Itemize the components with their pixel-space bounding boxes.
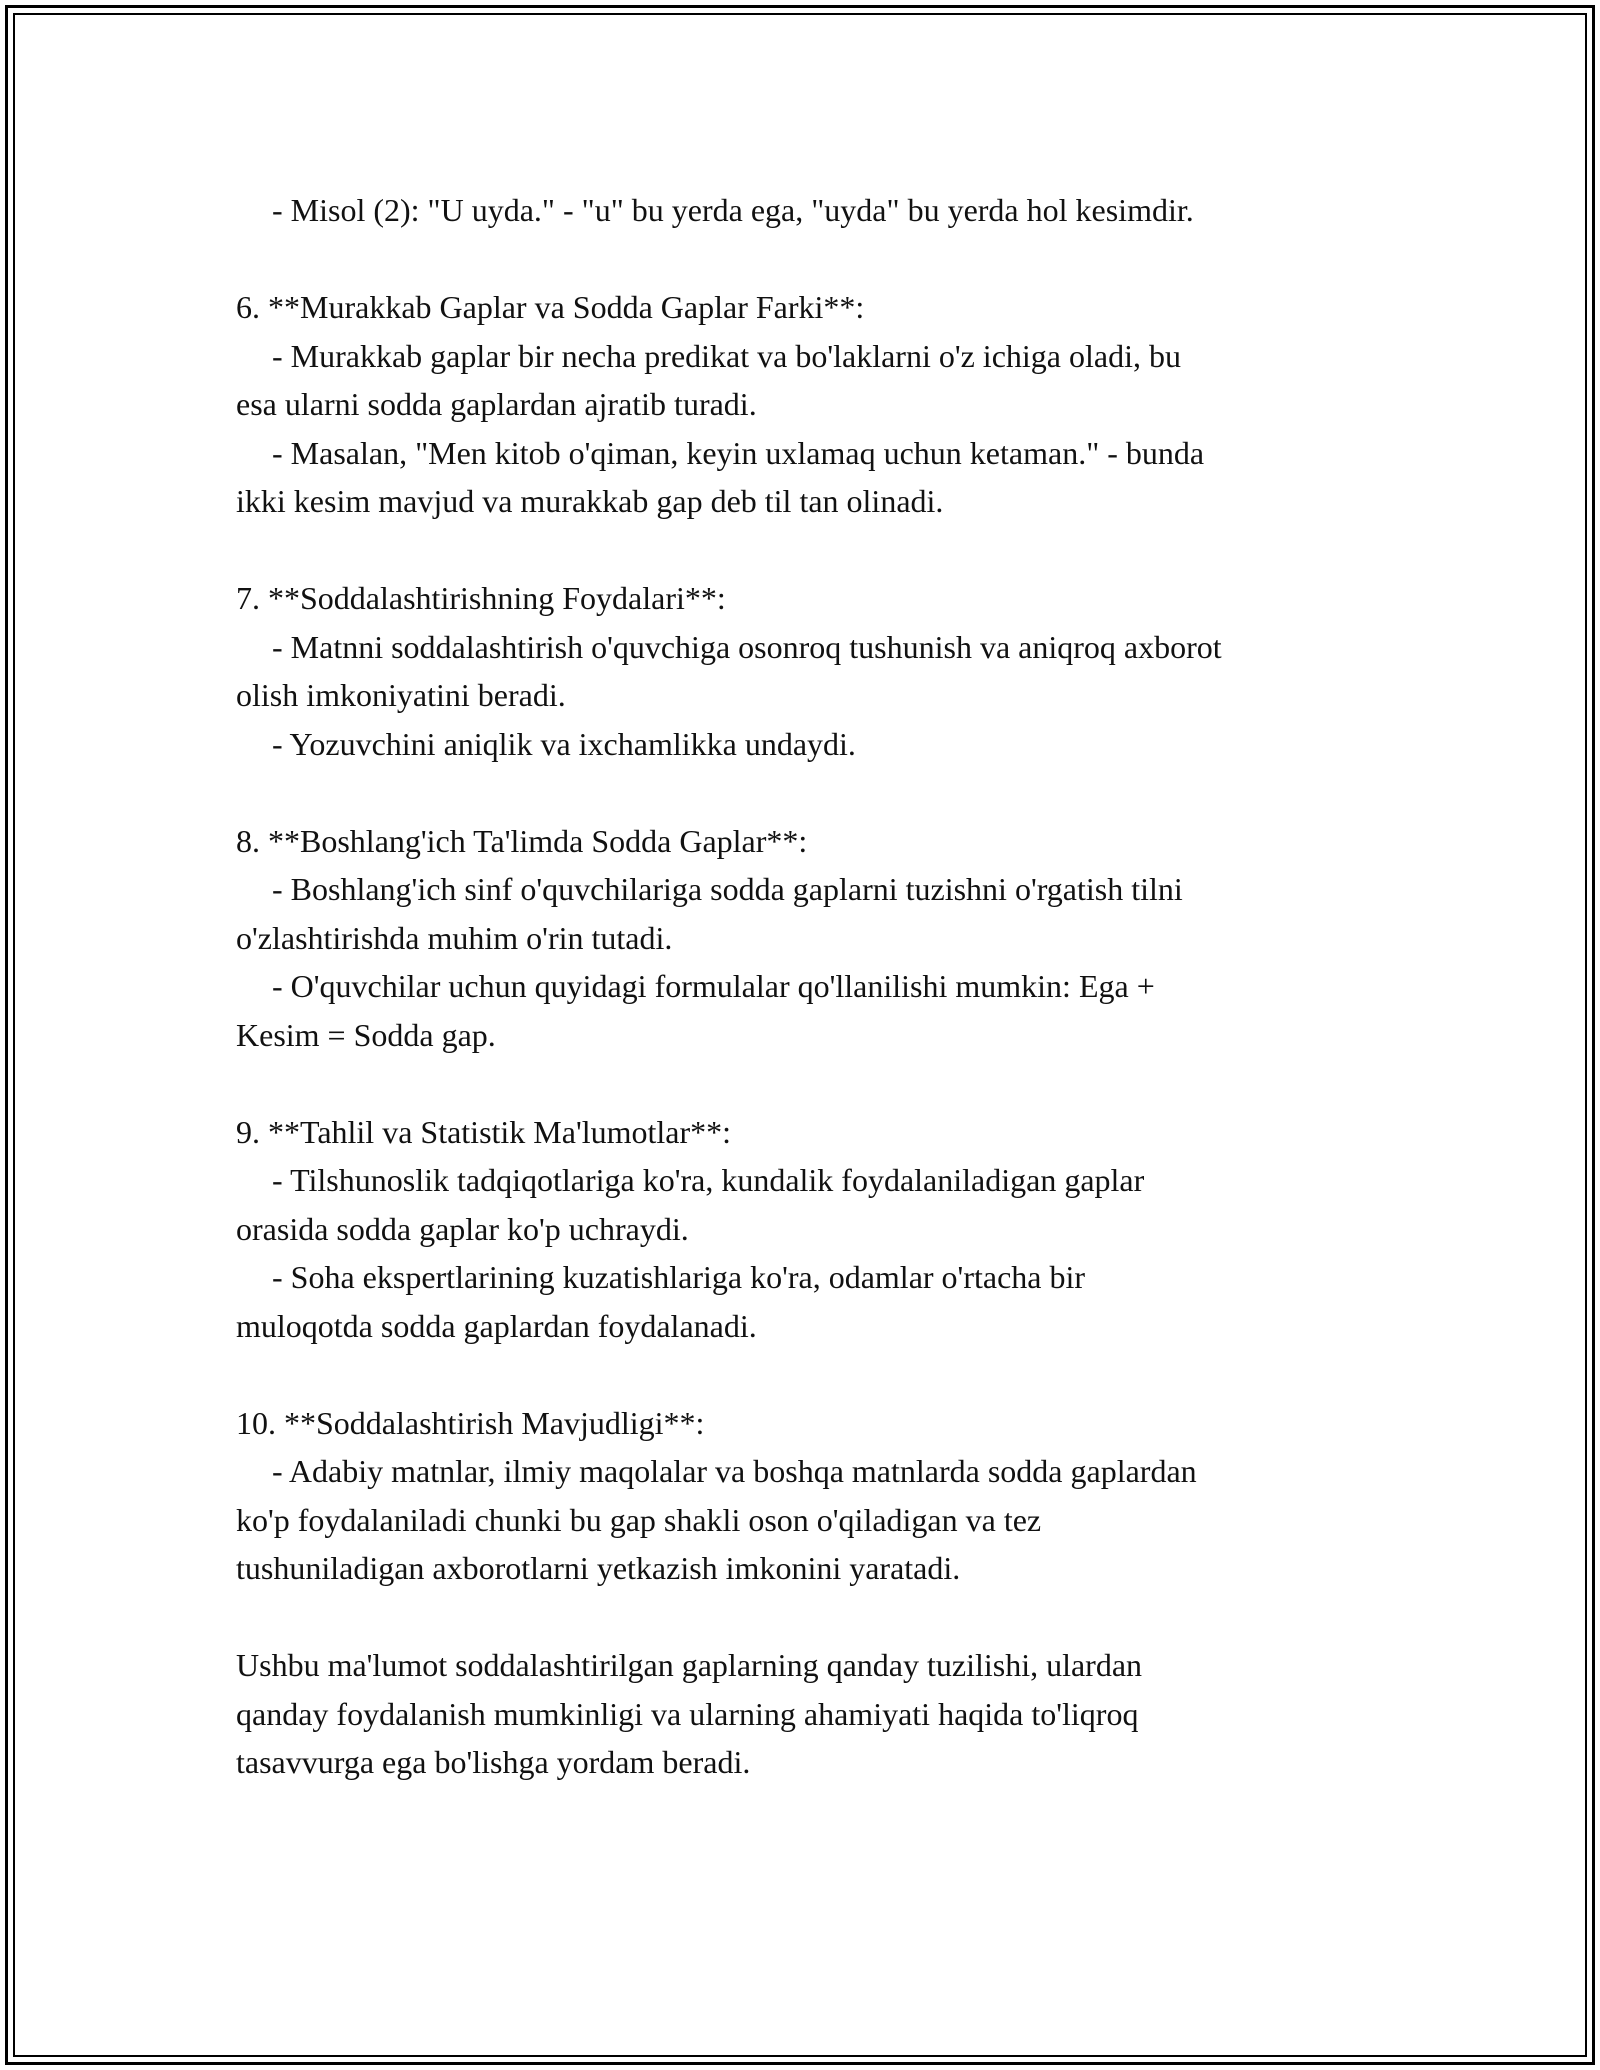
- document-body: [236, 186, 1386, 1787]
- bullet-line: - Tilshunoslik tadqiqotlariga ko'ra, kundalik foydalaniladigan gaplar: [272, 1162, 1145, 1198]
- text-line: tushuniladigan axborotlarni yetkazish imkonini yaratadi.: [236, 1550, 961, 1586]
- bullet-line: - Murakkab gaplar bir necha predikat va bo'laklarni o'z ichiga oladi, bu: [272, 337, 1181, 374]
- text-line: 8. **Boshlang'ich Ta'limda Sodda Gaplar**:: [236, 822, 808, 859]
- paragraph-gap: [236, 235, 1386, 284]
- bullet-line: - Soha ekspertlarining kuzatishlariga ko'ra, odamlar o'rtacha bir: [272, 1259, 1086, 1295]
- text-line: olish imkoniyatini beradi.: [236, 677, 566, 713]
- text-line: ko'p foydalaniladi chunki bu gap shakli oson o'qiladigan va tez: [236, 1501, 1042, 1538]
- text-line: muloqotda sodda gaplardan foydalanadi.: [236, 1307, 757, 1344]
- bullet-line: - Misol (2): "U uyda." - "u" bu yerda ega, "uyda" bu yerda hol kesimdir.: [272, 192, 1194, 228]
- text-line: 7. **Soddalashtirishning Foydalari**:: [236, 580, 726, 616]
- text-line: ikki kesim mavjud va murakkab gap deb til tan olinadi.: [236, 483, 944, 519]
- bullet-line: - Yozuvchini aniqlik va ixchamlikka undaydi.: [272, 725, 856, 762]
- text-line: 6. **Murakkab Gaplar va Sodda Gaplar Farki**:: [236, 289, 865, 325]
- text-line: Kesim = Sodda gap.: [236, 1016, 496, 1053]
- paragraph-gap: [236, 768, 1386, 817]
- text-line: orasida sodda gaplar ko'p uchraydi.: [236, 1210, 689, 1247]
- text-line: o'zlashtirishda muhim o'rin tutadi.: [236, 919, 673, 956]
- text-line: 9. **Tahlil va Statistik Ma'lumotlar**:: [236, 1113, 732, 1150]
- paragraph-gap: [236, 1059, 1386, 1108]
- text-line: qanday foydalanish mumkinligi va ularning ahamiyati haqida to'liqroq: [236, 1695, 1139, 1732]
- bullet-line: - O'quvchilar uchun quyidagi formulalar qo'llanilishi mumkin: Ega +: [272, 968, 1155, 1004]
- text-line: esa ularni sodda gaplardan ajratib turadi.: [236, 386, 757, 422]
- text-line: Ushbu ma'lumot soddalashtirilgan gaplarning qanday tuzilishi, ulardan: [236, 1647, 1143, 1683]
- bullet-line: - Adabiy matnlar, ilmiy maqolalar va boshqa matnlarda sodda gaplardan: [272, 1453, 1197, 1489]
- paragraph-gap: [236, 526, 1386, 575]
- bullet-line: - Matnni soddalashtirish o'quvchiga osonroq tushunish va aniqroq axborot: [272, 628, 1222, 665]
- bullet-line: - Boshlang'ich sinf o'quvchilariga sodda gaplarni tuzishni o'rgatish tilni: [272, 871, 1183, 907]
- paragraph-gap: [236, 1350, 1386, 1399]
- paragraph-gap: [236, 1593, 1386, 1642]
- bullet-line: - Masalan, "Men kitob o'qiman, keyin uxlamaq uchun ketaman." - bunda: [272, 434, 1205, 471]
- text-line: 10. **Soddalashtirish Mavjudligi**:: [236, 1404, 705, 1441]
- text-line: tasavvurga ega bo'lishga yordam beradi.: [236, 1744, 751, 1780]
